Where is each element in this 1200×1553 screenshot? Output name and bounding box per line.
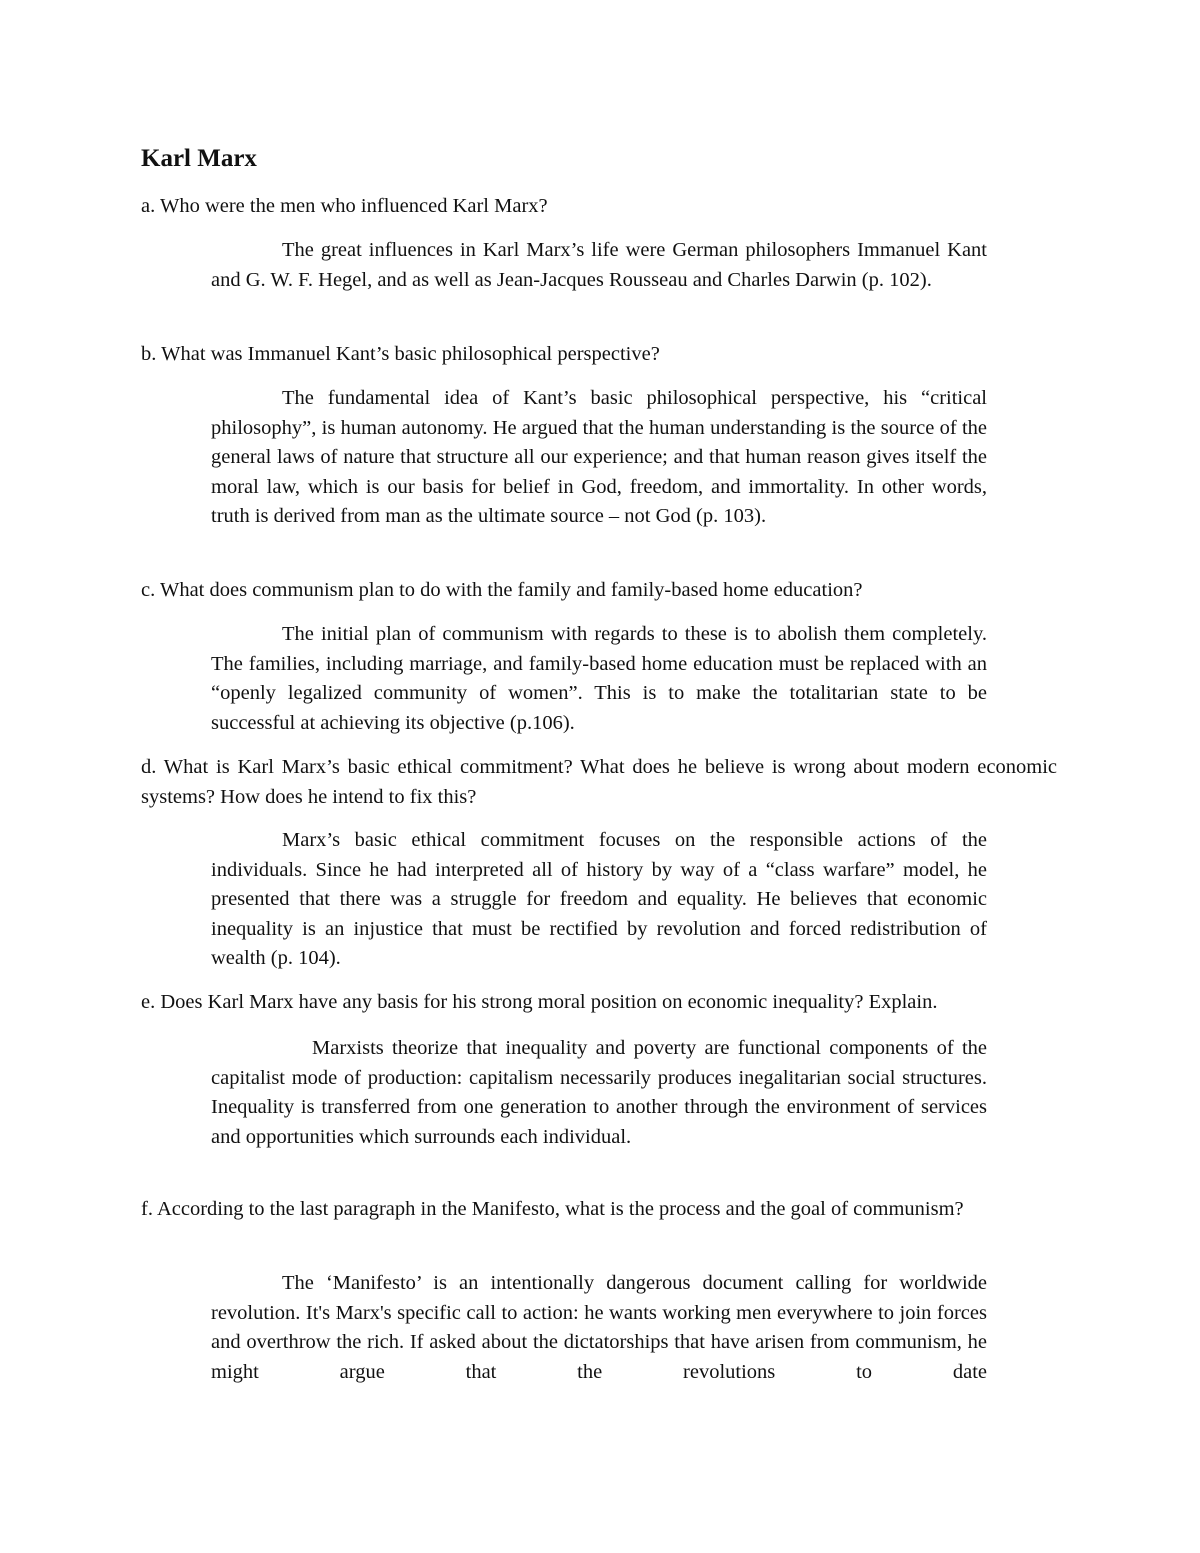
answer-d: Marx’s basic ethical commitment focuses on the responsible actions of the individuals. Since he had interpreted all of history by way of a “class warfare” model, he presented that there was a struggle for freedom and equality. He believes that economic inequality is an injustice that must be rectified by revolution and forced redistribution of wealth (p. 104). (211, 829, 987, 969)
answer-c: The initial plan of communism with regards to these is to abolish them completely. The families, including marriage, and family-based home education must be replaced with an “openly legalized community of women”. This is to make the totalitarian state to be successful at achieving its objective (p.106). (211, 623, 987, 734)
question-b: b. What was Immanuel Kant’s basic philosophical perspective? (141, 343, 660, 365)
answer-e: Marxists theorize that inequality and poverty are functional components of the capitalist mode of production: capitalism necessarily produces inegalitarian social structures. Inequality is transferred from one generation to another through the environment of services and opportunities which surrounds each individual. (211, 1037, 987, 1148)
answer-a: The great influences in Karl Marx’s life were German philosophers Immanuel Kant and G. W. F. Hegel, and as well as Jean-Jacques Rousseau and Charles Darwin (p. 102). (211, 239, 987, 291)
document-title: Karl Marx (141, 145, 257, 172)
answer-b: The fundamental idea of Kant’s basic philosophical perspective, his “critical philosophy”, is human autonomy. He argued that the human understanding is the source of the general laws of nature that structure all our experience; and that human reason gives itself the moral law, which is our basis for belief in God, freedom, and immortality. In other words, truth is derived from man as the ultimate source – not God (p. 103). (211, 387, 987, 527)
question-f: f. According to the last paragraph in the Manifesto, what is the process and the goal of communism? (141, 1198, 964, 1220)
question-d: d. What is Karl Marx’s basic ethical commitment? What does he believe is wrong about modern economic systems? How does he intend to fix this? (141, 756, 1057, 808)
answer-f: The ‘Manifesto’ is an intentionally dangerous document calling for worldwide revolution. It's Marx's specific call to action: he wants working men everywhere to join forces and overthrow the rich. If asked about the dictatorships that have arisen from communism, he might argue that the revolutions to date (211, 1272, 987, 1383)
question-c: c. What does communism plan to do with the family and family-based home education? (141, 579, 863, 601)
question-e: e. Does Karl Marx have any basis for his strong moral position on economic inequality? Explain. (141, 991, 938, 1013)
question-a: a. Who were the men who influenced Karl Marx? (141, 195, 548, 217)
